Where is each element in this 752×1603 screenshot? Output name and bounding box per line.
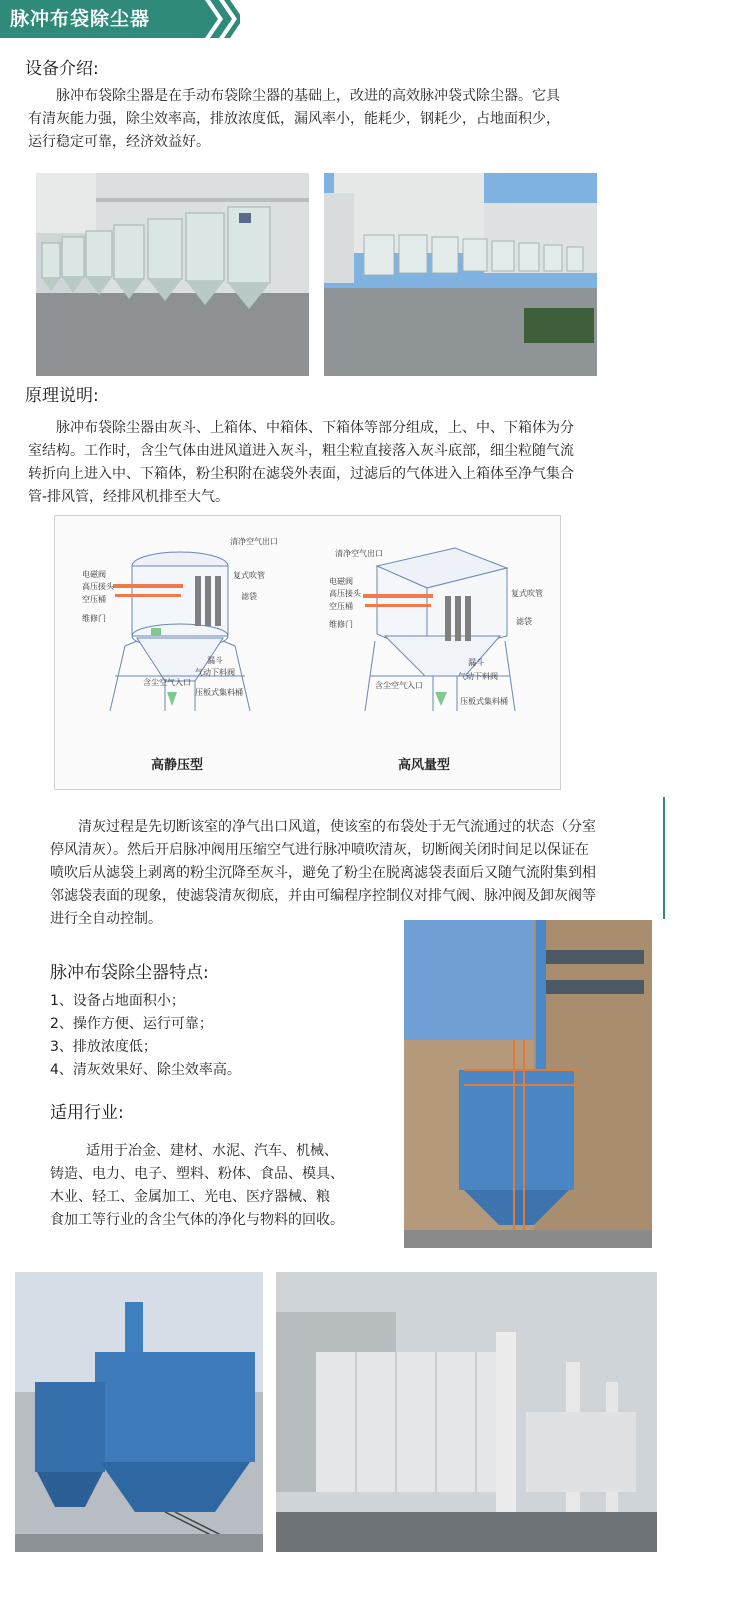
cleaning-line: 喷吹后从滤袋上剥离的粉尘沉降至灰斗，避免了粉尘在脱离滤袋表面后又随气流附集到相	[50, 865, 596, 881]
diagram-drawing	[55, 516, 560, 789]
label-collector-right: 压板式集料桶	[460, 697, 508, 706]
photo-collectors-building	[324, 173, 597, 376]
cleaning-line: 进行全自动控制。	[50, 911, 162, 927]
label-outlet-left: 清净空气出口	[230, 537, 278, 546]
header-banner	[0, 0, 240, 38]
industries-line: 木业、轻工、金属加工、光电、医疗器械、粮	[50, 1189, 330, 1205]
label-air-bag-right: 空压桶	[329, 602, 353, 611]
label-filter-left: 滤袋	[241, 592, 257, 601]
intro-line: 运行稳定可靠，经济效益好。	[28, 134, 210, 150]
list-item: 4、清灰效果好、除尘效率高。	[50, 1062, 241, 1078]
label-inlet-left: 含尘空气入口	[143, 678, 191, 687]
label-nozzle-left: 高压接头	[82, 582, 114, 591]
intro-heading: 设备介绍:	[25, 59, 99, 79]
photo-dust-collectors-row	[36, 173, 309, 376]
label-blow-pipe-right: 复式吹管	[511, 589, 543, 598]
cleaning-line: 邻滤袋表面的现象，使滤袋清灰彻底，并由可编程序控制仪对排气阀、脉冲阀及卸灰阀等	[50, 888, 596, 904]
intro-text	[28, 85, 628, 154]
list-item: 1、设备占地面积小；	[50, 993, 185, 1009]
principle-heading: 原理说明:	[25, 386, 99, 406]
intro-line: 有清灰能力强，除尘效率高，排放浓度低，漏风率小，能耗少，钢耗少，占地面积少，	[28, 111, 560, 127]
features-list	[50, 990, 241, 1082]
industries-heading: 适用行业:	[50, 1103, 124, 1123]
features-heading: 脉冲布袋除尘器特点:	[50, 963, 209, 983]
label-valve-left: 电磁阀	[82, 570, 106, 579]
principle-line: 管-排风管，经排风机排至大气。	[28, 489, 230, 505]
label-collector-left: 压板式集料桶	[195, 688, 243, 697]
principle-text	[28, 417, 633, 509]
page-title: 脉冲布袋除尘器	[10, 8, 151, 30]
list-item: 2、操作方便、运行可靠；	[50, 1016, 213, 1032]
structure-diagram	[54, 515, 561, 790]
label-air-bag-left: 空压桶	[82, 595, 106, 604]
industries-line: 食加工等行业的含尘气体的净化与物料的回收。	[50, 1212, 344, 1228]
cleaning-line: 清灰过程是先切断该室的净气出口风道，使该室的布袋处于无气流通过的状态（分室	[78, 819, 596, 835]
caption-high-air-volume: 高风量型	[398, 758, 451, 773]
label-blow-pipe-left: 复式吹管	[233, 571, 265, 580]
label-pneumatic-valve-left: 气动下料阀	[195, 668, 235, 677]
principle-line: 室结构。工作时，含尘气体由进风道进入灰斗，粗尘粒直接落入灰斗底部，细尘粒随气流	[28, 443, 574, 459]
label-hopper-left: 漏斗	[207, 656, 223, 665]
photo-blue-collector-line	[15, 1272, 263, 1552]
industries-line: 铸造、电力、电子、塑料、粉体、食品、模具、	[50, 1166, 344, 1182]
intro-line: 脉冲布袋除尘器是在手动布袋除尘器的基础上，改进的高效脉冲袋式除尘器。它具	[56, 88, 560, 104]
caption-high-static-pressure: 高静压型	[151, 758, 204, 773]
cleaning-line: 停风清灰）。然后开启脉冲阀用压缩空气进行脉冲喷吹清灰，切断阀关闭时间足以保证在	[50, 842, 589, 858]
label-door-left: 维修门	[82, 614, 106, 623]
principle-line: 脉冲布袋除尘器由灰斗、上箱体、中箱体、下箱体等部分组成，上、中、下箱体为分	[56, 420, 574, 436]
industries-text	[50, 1140, 380, 1232]
label-hopper-right: 漏斗	[468, 658, 484, 667]
label-filter-right: 滤袋	[516, 617, 532, 626]
label-door-right: 维修门	[329, 620, 353, 629]
label-nozzle-right: 高压接头	[329, 589, 361, 598]
industries-line: 适用于冶金、建材、水泥、汽车、机械、	[86, 1143, 338, 1159]
label-valve-right: 电磁阀	[329, 577, 353, 586]
label-pneumatic-valve-right: 气动下料阀	[458, 672, 498, 681]
photo-blue-collector-tower	[404, 920, 652, 1248]
cleaning-text	[50, 816, 652, 931]
principle-line: 转折向上进入中、下箱体，粉尘积附在滤袋外表面，过滤后的气体进入上箱体至净气集合	[28, 466, 574, 482]
side-accent-line	[663, 797, 665, 919]
photo-white-collector-array	[276, 1272, 657, 1552]
label-outlet-right: 清净空气出口	[335, 549, 383, 558]
label-inlet-right: 含尘空气入口	[375, 681, 423, 690]
list-item: 3、排放浓度低；	[50, 1039, 157, 1055]
